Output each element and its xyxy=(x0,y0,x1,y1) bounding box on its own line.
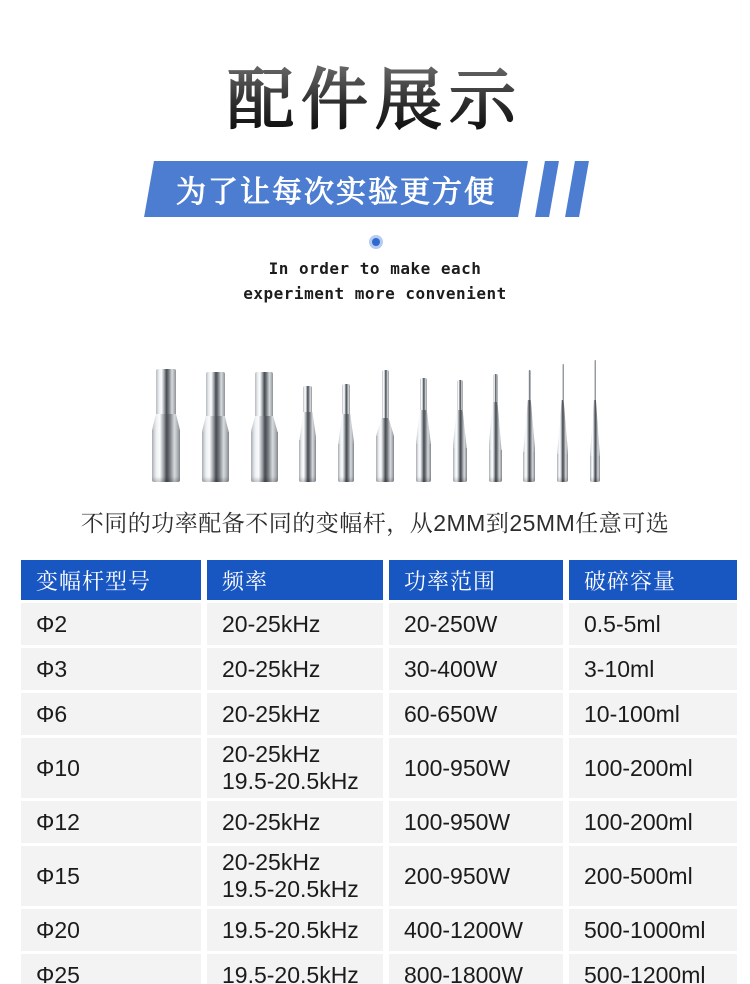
cell-model-Φ15: Φ15 xyxy=(21,846,201,906)
horn-probe xyxy=(152,369,180,482)
subtitle-line-1: In order to make each xyxy=(268,259,482,278)
cell-capacity: 100-200ml xyxy=(569,801,737,843)
banner-text: 为了让每次实验更方便 xyxy=(176,176,496,209)
column-header-capacity: 破碎容量 xyxy=(569,560,737,600)
cell-model-Φ3: Φ3 xyxy=(21,648,201,690)
cell-capacity: 100-200ml xyxy=(569,738,737,798)
horn-probe xyxy=(299,386,316,482)
cell-frequency: 20-25kHz 19.5-20.5kHz xyxy=(207,738,383,798)
cell-power: 100-950W xyxy=(389,738,563,798)
cell-capacity: 3-10ml xyxy=(569,648,737,690)
cell-frequency: 20-25kHz xyxy=(207,648,383,690)
page-title xyxy=(0,64,750,138)
cell-model-Φ12: Φ12 xyxy=(21,801,201,843)
cell-power: 20-250W xyxy=(389,603,563,645)
banner-stripe-icon xyxy=(535,161,559,217)
horn-probe xyxy=(523,370,535,482)
horn-probe xyxy=(590,360,600,482)
cell-power: 400-1200W xyxy=(389,909,563,951)
cell-model-Φ6: Φ6 xyxy=(21,693,201,735)
column-header-frequency: 频率 xyxy=(207,560,383,600)
cell-power: 200-950W xyxy=(389,846,563,906)
horn-probe xyxy=(251,372,278,482)
cell-capacity: 500-1200ml xyxy=(569,954,737,984)
horn-probe xyxy=(202,372,229,482)
ultrasonic-horn-probes-photo xyxy=(152,356,600,482)
cell-power: 100-950W xyxy=(389,801,563,843)
horn-probe xyxy=(416,378,431,482)
horn-probe xyxy=(489,374,502,482)
spec-table xyxy=(21,560,737,984)
dot-ornament-core xyxy=(372,238,380,246)
horn-probe xyxy=(338,384,354,482)
cell-frequency: 19.5-20.5kHz xyxy=(207,909,383,951)
subtitle-english xyxy=(0,256,750,306)
banner-ribbon xyxy=(144,161,528,217)
cell-frequency: 20-25kHz 19.5-20.5kHz xyxy=(207,846,383,906)
subtitle-line-2: experiment more convenient xyxy=(243,284,507,303)
cell-model-Φ25: Φ25 xyxy=(21,954,201,984)
cell-frequency: 20-25kHz xyxy=(207,693,383,735)
cell-capacity: 500-1000ml xyxy=(569,909,737,951)
cell-capacity: 10-100ml xyxy=(569,693,737,735)
caption-text: 不同的功率配备不同的变幅杆，从2MM到25MM任意可选 xyxy=(80,510,670,536)
cell-capacity: 0.5-5ml xyxy=(569,603,737,645)
dot-ornament-icon xyxy=(369,235,383,249)
cell-power: 30-400W xyxy=(389,648,563,690)
cell-frequency: 20-25kHz xyxy=(207,603,383,645)
cell-frequency: 20-25kHz xyxy=(207,801,383,843)
cell-model-Φ2: Φ2 xyxy=(21,603,201,645)
banner-stripe-icon xyxy=(565,161,589,217)
cell-model-Φ10: Φ10 xyxy=(21,738,201,798)
cell-capacity: 200-500ml xyxy=(569,846,737,906)
horn-probe xyxy=(453,380,467,482)
cell-power: 60-650W xyxy=(389,693,563,735)
column-header-model: 变幅杆型号 xyxy=(21,560,201,600)
page-title-text: 配件展示 xyxy=(227,63,523,138)
cell-power: 800-1800W xyxy=(389,954,563,984)
horn-probe xyxy=(376,370,394,482)
column-header-power: 功率范围 xyxy=(389,560,563,600)
cell-model-Φ20: Φ20 xyxy=(21,909,201,951)
cell-frequency: 19.5-20.5kHz xyxy=(207,954,383,984)
horn-probe xyxy=(557,364,568,482)
